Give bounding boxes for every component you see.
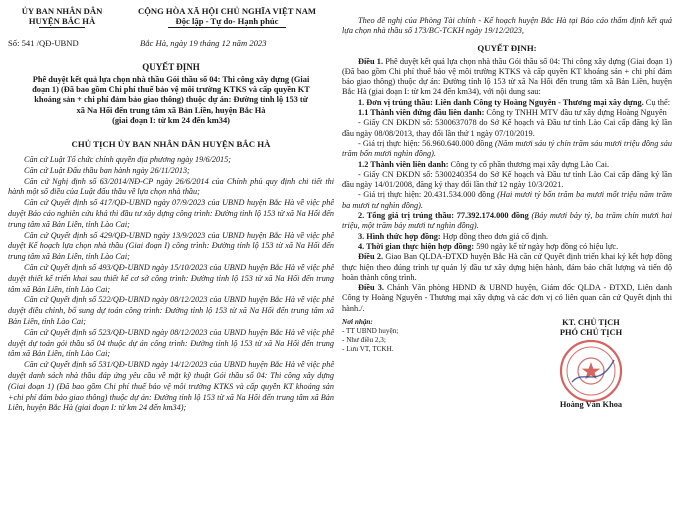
subject-line: đoạn 1) (Đã bao gồm Chi phí thuế bảo vệ môi trường KTKS và cấp quyền KT xyxy=(32,85,310,95)
decides-heading: QUYẾT ĐỊNH: xyxy=(477,42,537,53)
lead-member-value-words: (Năm mươi sáu tỷ chín trăm sáu mươi triệu đồng sáu trăm bốn mươi nghìn đồng). xyxy=(342,138,673,159)
contract-duration-value: 590 ngày kể từ ngày hợp đồng có hiệu lực. xyxy=(476,241,619,251)
article-2 xyxy=(342,252,672,283)
legal-basis: Căn cứ Nghị định số 63/2014/NĐ-CP ngày 26/6/2014 của Chính phủ quy định chi tiết thi hành một số điều của Luật đấu thầu về lựa chọn nhà thầu; xyxy=(8,176,334,197)
org-line-1: ỦY BAN NHÂN DÂN xyxy=(21,6,103,16)
issuing-organization xyxy=(8,6,116,28)
recipient: - TT UBND huyện; xyxy=(342,327,399,336)
nation-line-1: CỘNG HÒA XÃ HỘI CHỦ NGHĨA VIỆT NAM xyxy=(137,6,317,16)
contract-type-value: Hợp đồng theo đơn giá cố định. xyxy=(442,231,549,241)
contract-duration xyxy=(342,242,672,252)
joint-member-value-amount: - Giá trị thực hiện: 20.431.534.000 đồng xyxy=(358,190,495,200)
total-value-amount: 2. Tổng giá trị trúng thầu: 77.392.174.000 đồng xyxy=(358,211,529,221)
lead-member-label: 1.1 Thành viên đứng đầu liên danh: xyxy=(358,108,485,118)
total-value-words: (Bảy mươi bảy tỷ, ba trăm chín mươi hai triệu, một trăm bảy mươi tư nghìn đồng). xyxy=(342,211,673,231)
legal-basis: Căn cứ Quyết định số 417/QĐ-UBND ngày 07/9/2023 của UBND huyện Bắc Hà về việc phê duyệt Báo cáo nghiên cứu khả thi đầu tư xây dựng công trình: Đường tỉnh lộ 153 từ xã Na Hối đến trung tâm xã Bản Liền, tỉnh Lào Cai; xyxy=(8,198,334,229)
joint-member-value-words: (Hai mươi tỷ bốn trăm ba mươi mốt triệu năm trăm ba mươi tư nghìn đồng). xyxy=(342,190,673,210)
winning-bidder xyxy=(342,98,672,108)
legal-basis: Căn cứ Luật Tổ chức chính quyền địa phương ngày 19/6/2015; xyxy=(24,155,231,165)
legal-basis: Căn cứ Quyết định số 522/QĐ-UBND ngày 08/12/2023 của UBND huyện Bắc Hà về việc phê duyệt điều chỉnh, bổ sung dự toán công trình: Đường tỉnh lộ 153 từ xã Na Hối đến trung tâm xã Bản Liền, tỉnh Lào Cai; xyxy=(8,295,334,326)
article-1 xyxy=(342,57,672,98)
article-3-label: Điều 3. xyxy=(358,283,384,293)
lead-member-name: Công ty TNHH MTV đầu tư xây dựng Hoàng Nguyên xyxy=(486,108,667,118)
winning-bidder-label: 1. Đơn vị trúng thầu: xyxy=(358,97,433,107)
legal-basis: Căn cứ Quyết định số 523/QĐ-UBND ngày 08/12/2023 của UBND huyện Bắc Hà về việc phê duyệt dự toán gói thầu số 04 thuộc dự án công trình: Đường tỉnh lộ 153 từ xã Na Hối đến trung tâm xã Bản Liền, tỉnh Lào Cai; xyxy=(8,327,334,359)
joint-member-value xyxy=(342,190,672,211)
right-column xyxy=(342,0,672,414)
joint-member-certificate: - Giấy CN ĐKDN số: 5300240354 do Sở Kế hoạch và Đầu tư tỉnh Lào Cai cấp đăng ký lần đầu ngày 14/01/2008, đăng ký thay đổi lần thứ 12 ngày 10/3/2021. xyxy=(342,169,672,190)
signature-block xyxy=(510,318,672,409)
article-1-label: Điều 1. xyxy=(358,56,384,66)
signer-role-1: KT. CHỦ TỊCH xyxy=(562,318,620,328)
subject-line: xã Na Hối đến trung tâm xã Bản Liền, huyện Bắc Hà xyxy=(76,105,266,115)
legal-basis: Căn cứ Quyết định số 493/QĐ-UBND ngày 15/10/2023 của UBND huyện Bắc Hà về việc phê duyệt thiết kế triển khai sau thiết kế cơ sở công trình: Đường tỉnh lộ 153 từ xã Na Hối đến trung tâm xã Bản Liền, tỉnh Lào Cai; xyxy=(8,262,334,294)
org-underline xyxy=(39,27,85,28)
article-2-label: Điều 2. xyxy=(358,252,384,262)
proposal-intro: Theo đề nghị của Phòng Tài chính - Kế hoạch huyện Bắc Hà tại Báo cáo thẩm định kết quả lựa chọn nhà thầu số 173/BC-TCKH ngày 19/12/2023, xyxy=(342,16,672,36)
contract-type xyxy=(342,232,672,242)
joint-member-label: 1.2 Thành viên liên danh: xyxy=(358,159,449,169)
article-3-text: Chánh Văn phòng HĐND & UBND huyện, Giám đốc QLDA - ĐTXD, Liên danh Công ty Hoàng Nguyên - Thương mại xây dựng và các đơn vị có liên quan căn cứ Quyết định thi hành./. xyxy=(342,283,672,313)
nation-line-2: Độc lập - Tự do- Hạnh phúc xyxy=(175,16,279,26)
signer-role-2: PHÓ CHỦ TỊCH xyxy=(559,328,623,338)
recipients-block xyxy=(342,318,492,354)
national-motto xyxy=(120,6,334,28)
lead-member-value-amount: - Giá trị thực hiện: 56.960.640.000 đồng xyxy=(358,138,493,148)
subject-line: khoáng sản + chi phí đảm bảo giao thông) thuộc dự án: Đường tỉnh lộ 153 từ xyxy=(34,95,308,105)
legal-basis: Căn cứ Luật Đấu thầu ban hành ngày 26/11/2013; xyxy=(24,165,190,175)
legal-basis: Căn cứ Quyết định số 429/QĐ-UBND ngày 13/9/2023 của UBND huyện Bắc Hà về việc phê duyệt Kế hoạch lựa chọn nhà thầu (Giai đoạn I) công trình: Đường tỉnh lộ 153 từ xã Na Hối đến trung tâm xã Bản Liền, tỉnh Lào Cai; xyxy=(8,230,334,262)
joint-member xyxy=(342,160,672,170)
article-1-text: Phê duyệt kết quả lựa chọn nhà thầu Gói thầu số 04: Thi công xây dựng (Giai đoạn 1) (Đã bao gồm Chi phí thuế bảo vệ môi trường KTKS và cấp quyền KT khoáng sản + chi phí đảm bảo giao thông) thuộc dự án: Đường tỉnh lộ 153 từ xã Na Hối đến trung tâm xã Bản Liền, huyện Bắc Hà (giai đoạn I: từ km 24 đến km34), với nội dung sau: xyxy=(342,56,672,97)
article-2-text: Giao Ban QLDA-ĐTXD huyện Bắc Hà căn cứ Quyết định triển khai ký kết hợp đồng thực hiện theo đúng trình tự quản lý đầu tư xây dựng hiện hành, đảm bảo chất lượng và tiến độ hoàn thành công trình. xyxy=(342,252,672,282)
recipients-label: Nơi nhận: xyxy=(342,318,373,327)
lead-member-value xyxy=(342,139,672,160)
left-column xyxy=(8,0,334,414)
document-header xyxy=(8,0,334,48)
winning-bidder-suffix: Cụ thể: xyxy=(643,97,671,107)
joint-member-name: Công ty cổ phần thương mại xây dựng Lào Cai. xyxy=(450,159,610,169)
contract-type-label: 3. Hình thức hợp đồng: xyxy=(358,231,441,241)
subject-line: (giai đoạn I: từ km 24 đến km34) xyxy=(112,115,230,125)
legal-bases xyxy=(8,155,334,414)
decision-subject xyxy=(8,75,334,126)
document-date: Bắc Hà, ngày 19 tháng 12 năm 2023 xyxy=(140,38,267,48)
document-title: QUYẾT ĐỊNH xyxy=(142,62,200,72)
subject-line: Phê duyệt kết quả lựa chọn nhà thầu Gói thầu số 04: Thi công xây dựng (Giai xyxy=(32,75,310,84)
total-contract-value xyxy=(342,211,672,232)
signer-name: Hoàng Văn Khoa xyxy=(559,400,623,410)
official-seal-icon xyxy=(558,338,624,404)
article-3 xyxy=(342,283,672,314)
document-number: Số: 541 /QĐ-UBND xyxy=(8,38,79,48)
recipient: - Như điều 2,3; xyxy=(342,336,386,345)
lead-member xyxy=(342,108,672,118)
winning-bidder-name: Liên danh Công ty Hoàng Nguyên - Thương mại xây dựng. xyxy=(434,97,644,107)
motto-underline xyxy=(168,27,286,28)
lead-member-certificate: - Giấy CN ĐKDN số: 5300637078 do Sở Kế hoạch và Đầu tư tỉnh Lào Cai cấp đăng ký lần đầu ngày 08/08/2013, thay đổi lần thứ 1 ngày 07/10/2019. xyxy=(342,118,672,138)
recipient: - Lưu VT, TCKH. xyxy=(342,345,394,354)
org-line-2: HUYỆN BẮC HÀ xyxy=(28,16,96,26)
contract-duration-label: 4. Thời gian thực hiện hợp đồng: xyxy=(358,241,475,251)
document-footer xyxy=(342,318,672,414)
issuing-authority: CHỦ TỊCH ỦY BAN NHÂN DÂN HUYỆN BẮC HÀ xyxy=(71,139,271,150)
legal-basis: Căn cứ Quyết định số 531/QĐ-UBND ngày 14/12/2023 của UBND huyện Bắc Hà về việc phê duyệt danh sách nhà thầu đáp ứng yêu cầu về mặt kỹ thuật Gói thầu số 04: Thi công xây dựng (Giai đoạn 1) (Đã bao gồm Chi phí thuế bảo vệ môi trường KTKS và cấp quyền KT khoáng sản +chi phí đảm bảo giao thông) thuộc dự án: Đường tỉnh lộ 153 từ xã Na Hối đến trung tâm xã Bản Liền, huyện Bắc Hà (giai đoạn I: từ km 24 đến km34); xyxy=(8,360,334,413)
